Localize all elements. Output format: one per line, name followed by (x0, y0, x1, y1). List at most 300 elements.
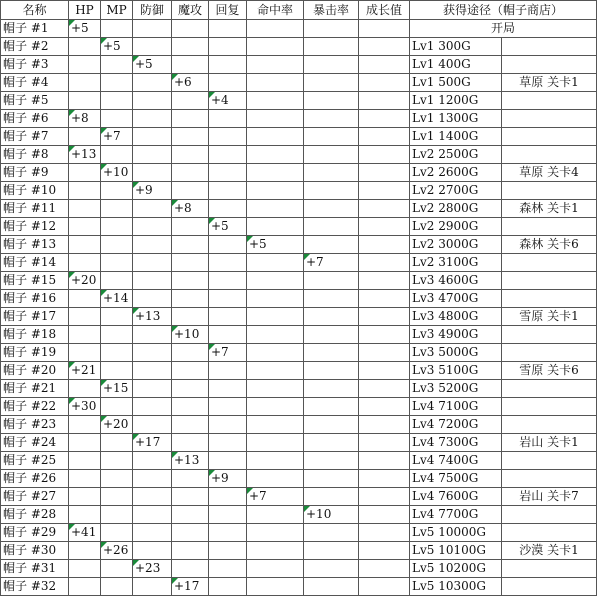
stat-cell-crit-rate[interactable] (304, 236, 359, 254)
stat-cell-accuracy[interactable] (247, 56, 304, 74)
stat-cell-growth[interactable] (359, 452, 410, 470)
stat-cell-recovery[interactable] (209, 146, 247, 164)
shop-cell[interactable]: Lv5 10000G (410, 524, 502, 542)
stat-cell-recovery[interactable] (209, 416, 247, 434)
stat-cell-crit-rate[interactable] (304, 218, 359, 236)
hat-name-cell[interactable]: 帽子 #29 (1, 524, 69, 542)
stat-cell-crit-rate[interactable] (304, 164, 359, 182)
hat-name-cell[interactable]: 帽子 #13 (1, 236, 69, 254)
stat-cell-mp[interactable]: +10 (101, 164, 133, 182)
stat-cell-recovery[interactable] (209, 38, 247, 56)
stat-cell-defense[interactable] (133, 200, 172, 218)
shop-cell[interactable]: Lv3 5200G (410, 380, 502, 398)
shop-cell[interactable]: Lv1 500G (410, 74, 502, 92)
shop-cell[interactable]: Lv1 400G (410, 56, 502, 74)
stat-cell-hp[interactable] (69, 182, 101, 200)
stat-cell-mp[interactable] (101, 434, 133, 452)
stat-cell-magic-attack[interactable]: +13 (172, 452, 209, 470)
stat-cell-growth[interactable] (359, 488, 410, 506)
hat-name-cell[interactable]: 帽子 #15 (1, 272, 69, 290)
stat-cell-hp[interactable] (69, 164, 101, 182)
stat-cell-growth[interactable] (359, 398, 410, 416)
stat-cell-crit-rate[interactable] (304, 362, 359, 380)
location-cell[interactable] (502, 506, 597, 524)
stat-cell-accuracy[interactable] (247, 200, 304, 218)
stat-cell-magic-attack[interactable] (172, 92, 209, 110)
stat-cell-crit-rate[interactable]: +7 (304, 254, 359, 272)
shop-cell[interactable]: Lv4 7600G (410, 488, 502, 506)
stat-cell-magic-attack[interactable] (172, 182, 209, 200)
stat-cell-crit-rate[interactable] (304, 110, 359, 128)
stat-cell-defense[interactable] (133, 254, 172, 272)
hat-name-cell[interactable]: 帽子 #1 (1, 20, 69, 38)
stat-cell-defense[interactable] (133, 272, 172, 290)
stat-cell-hp[interactable] (69, 218, 101, 236)
hat-name-cell[interactable]: 帽子 #16 (1, 290, 69, 308)
stat-cell-growth[interactable] (359, 38, 410, 56)
stat-cell-mp[interactable] (101, 254, 133, 272)
stat-cell-crit-rate[interactable] (304, 56, 359, 74)
hat-name-cell[interactable]: 帽子 #7 (1, 128, 69, 146)
stat-cell-defense[interactable] (133, 542, 172, 560)
stat-cell-recovery[interactable] (209, 452, 247, 470)
stat-cell-magic-attack[interactable] (172, 38, 209, 56)
location-cell[interactable] (502, 272, 597, 290)
stat-cell-crit-rate[interactable] (304, 578, 359, 596)
stat-cell-accuracy[interactable] (247, 308, 304, 326)
stat-cell-growth[interactable] (359, 560, 410, 578)
location-cell[interactable]: 岩山 关卡7 (502, 488, 597, 506)
location-cell[interactable] (502, 128, 597, 146)
stat-cell-accuracy[interactable]: +5 (247, 236, 304, 254)
location-cell[interactable] (502, 380, 597, 398)
stat-cell-defense[interactable] (133, 38, 172, 56)
stat-cell-growth[interactable] (359, 344, 410, 362)
stat-cell-mp[interactable] (101, 524, 133, 542)
location-cell[interactable] (502, 452, 597, 470)
stat-cell-magic-attack[interactable] (172, 20, 209, 38)
stat-cell-hp[interactable]: +20 (69, 272, 101, 290)
hat-name-cell[interactable]: 帽子 #30 (1, 542, 69, 560)
location-cell[interactable]: 雪原 关卡6 (502, 362, 597, 380)
stat-cell-mp[interactable] (101, 92, 133, 110)
shop-cell[interactable]: Lv3 4900G (410, 326, 502, 344)
stat-cell-crit-rate[interactable] (304, 344, 359, 362)
stat-cell-hp[interactable] (69, 470, 101, 488)
stat-cell-defense[interactable] (133, 578, 172, 596)
stat-cell-defense[interactable] (133, 416, 172, 434)
stat-cell-accuracy[interactable] (247, 164, 304, 182)
stat-cell-defense[interactable] (133, 236, 172, 254)
hat-name-cell[interactable]: 帽子 #4 (1, 74, 69, 92)
stat-cell-hp[interactable]: +8 (69, 110, 101, 128)
stat-cell-recovery[interactable] (209, 74, 247, 92)
location-cell[interactable] (502, 146, 597, 164)
stat-cell-hp[interactable] (69, 344, 101, 362)
stat-cell-accuracy[interactable] (247, 254, 304, 272)
stat-cell-defense[interactable] (133, 470, 172, 488)
stat-cell-magic-attack[interactable] (172, 110, 209, 128)
stat-cell-crit-rate[interactable] (304, 416, 359, 434)
hat-name-cell[interactable]: 帽子 #25 (1, 452, 69, 470)
stat-cell-hp[interactable] (69, 308, 101, 326)
stat-cell-magic-attack[interactable] (172, 308, 209, 326)
stat-cell-recovery[interactable]: +7 (209, 344, 247, 362)
hat-name-cell[interactable]: 帽子 #22 (1, 398, 69, 416)
stat-cell-growth[interactable] (359, 200, 410, 218)
stat-cell-mp[interactable] (101, 398, 133, 416)
location-cell[interactable] (502, 218, 597, 236)
stat-cell-crit-rate[interactable] (304, 20, 359, 38)
stat-cell-defense[interactable]: +5 (133, 56, 172, 74)
location-cell[interactable] (502, 398, 597, 416)
hat-name-cell[interactable]: 帽子 #9 (1, 164, 69, 182)
stat-cell-recovery[interactable] (209, 164, 247, 182)
stat-cell-magic-attack[interactable] (172, 254, 209, 272)
shop-cell[interactable]: Lv4 7300G (410, 434, 502, 452)
location-cell[interactable] (502, 524, 597, 542)
location-cell[interactable]: 森林 关卡1 (502, 200, 597, 218)
stat-cell-hp[interactable]: +30 (69, 398, 101, 416)
shop-cell[interactable]: Lv2 2900G (410, 218, 502, 236)
stat-cell-mp[interactable] (101, 344, 133, 362)
hat-name-cell[interactable]: 帽子 #26 (1, 470, 69, 488)
stat-cell-mp[interactable] (101, 452, 133, 470)
hat-name-cell[interactable]: 帽子 #21 (1, 380, 69, 398)
hat-name-cell[interactable]: 帽子 #23 (1, 416, 69, 434)
stat-cell-defense[interactable] (133, 326, 172, 344)
stat-cell-crit-rate[interactable] (304, 452, 359, 470)
stat-cell-hp[interactable] (69, 506, 101, 524)
shop-cell[interactable]: Lv4 7700G (410, 506, 502, 524)
stat-cell-growth[interactable] (359, 164, 410, 182)
stat-cell-growth[interactable] (359, 146, 410, 164)
stat-cell-mp[interactable] (101, 146, 133, 164)
stat-cell-recovery[interactable] (209, 236, 247, 254)
shop-cell[interactable]: Lv3 5100G (410, 362, 502, 380)
stat-cell-recovery[interactable] (209, 326, 247, 344)
stat-cell-mp[interactable] (101, 200, 133, 218)
stat-cell-recovery[interactable] (209, 182, 247, 200)
header-defense[interactable]: 防御 (133, 1, 172, 20)
stat-cell-crit-rate[interactable] (304, 524, 359, 542)
stat-cell-growth[interactable] (359, 470, 410, 488)
stat-cell-magic-attack[interactable] (172, 434, 209, 452)
location-cell[interactable]: 草原 关卡4 (502, 164, 597, 182)
stat-cell-growth[interactable] (359, 56, 410, 74)
header-magic-attack[interactable]: 魔攻 (172, 1, 209, 20)
stat-cell-hp[interactable] (69, 488, 101, 506)
stat-cell-crit-rate[interactable] (304, 290, 359, 308)
stat-cell-accuracy[interactable] (247, 344, 304, 362)
hat-name-cell[interactable]: 帽子 #28 (1, 506, 69, 524)
location-cell[interactable] (502, 560, 597, 578)
stat-cell-accuracy[interactable]: +7 (247, 488, 304, 506)
stat-cell-accuracy[interactable] (247, 146, 304, 164)
hat-name-cell[interactable]: 帽子 #24 (1, 434, 69, 452)
stat-cell-mp[interactable]: +26 (101, 542, 133, 560)
hat-name-cell[interactable]: 帽子 #31 (1, 560, 69, 578)
shop-cell[interactable]: Lv5 10200G (410, 560, 502, 578)
location-cell[interactable] (502, 38, 597, 56)
stat-cell-magic-attack[interactable]: +17 (172, 578, 209, 596)
shop-cell[interactable]: Lv3 5000G (410, 344, 502, 362)
hat-name-cell[interactable]: 帽子 #11 (1, 200, 69, 218)
stat-cell-accuracy[interactable] (247, 290, 304, 308)
stat-cell-growth[interactable] (359, 272, 410, 290)
location-cell[interactable]: 岩山 关卡1 (502, 434, 597, 452)
stat-cell-recovery[interactable] (209, 380, 247, 398)
shop-cell[interactable]: Lv1 300G (410, 38, 502, 56)
stat-cell-accuracy[interactable] (247, 398, 304, 416)
stat-cell-hp[interactable] (69, 560, 101, 578)
stat-cell-magic-attack[interactable] (172, 380, 209, 398)
stat-cell-accuracy[interactable] (247, 362, 304, 380)
stat-cell-hp[interactable] (69, 56, 101, 74)
stat-cell-growth[interactable] (359, 110, 410, 128)
location-cell[interactable]: 草原 关卡1 (502, 74, 597, 92)
stat-cell-defense[interactable] (133, 74, 172, 92)
stat-cell-magic-attack[interactable]: +6 (172, 74, 209, 92)
stat-cell-mp[interactable]: +5 (101, 38, 133, 56)
stat-cell-crit-rate[interactable] (304, 398, 359, 416)
stat-cell-recovery[interactable] (209, 398, 247, 416)
stat-cell-mp[interactable] (101, 326, 133, 344)
stat-cell-defense[interactable] (133, 128, 172, 146)
stat-cell-defense[interactable] (133, 146, 172, 164)
stat-cell-recovery[interactable]: +9 (209, 470, 247, 488)
stat-cell-growth[interactable] (359, 326, 410, 344)
stat-cell-accuracy[interactable] (247, 110, 304, 128)
location-cell[interactable] (502, 578, 597, 596)
stat-cell-recovery[interactable] (209, 524, 247, 542)
shop-cell[interactable]: Lv3 4600G (410, 272, 502, 290)
stat-cell-recovery[interactable] (209, 20, 247, 38)
stat-cell-mp[interactable] (101, 236, 133, 254)
stat-cell-mp[interactable] (101, 470, 133, 488)
stat-cell-hp[interactable] (69, 236, 101, 254)
stat-cell-magic-attack[interactable] (172, 362, 209, 380)
hat-name-cell[interactable]: 帽子 #12 (1, 218, 69, 236)
stat-cell-magic-attack[interactable] (172, 272, 209, 290)
stat-cell-growth[interactable] (359, 416, 410, 434)
stat-cell-crit-rate[interactable] (304, 542, 359, 560)
location-cell[interactable] (502, 344, 597, 362)
stat-cell-recovery[interactable] (209, 542, 247, 560)
stat-cell-growth[interactable] (359, 524, 410, 542)
stat-cell-hp[interactable] (69, 200, 101, 218)
stat-cell-magic-attack[interactable] (172, 542, 209, 560)
stat-cell-defense[interactable] (133, 362, 172, 380)
stat-cell-hp[interactable] (69, 326, 101, 344)
stat-cell-magic-attack[interactable] (172, 398, 209, 416)
stat-cell-accuracy[interactable] (247, 560, 304, 578)
stat-cell-defense[interactable] (133, 110, 172, 128)
stat-cell-accuracy[interactable] (247, 92, 304, 110)
stat-cell-crit-rate[interactable] (304, 272, 359, 290)
stat-cell-growth[interactable] (359, 290, 410, 308)
stat-cell-growth[interactable] (359, 542, 410, 560)
stat-cell-recovery[interactable] (209, 560, 247, 578)
stat-cell-crit-rate[interactable] (304, 74, 359, 92)
hat-name-cell[interactable]: 帽子 #18 (1, 326, 69, 344)
shop-cell[interactable]: Lv2 2800G (410, 200, 502, 218)
stat-cell-defense[interactable] (133, 164, 172, 182)
hat-name-cell[interactable]: 帽子 #3 (1, 56, 69, 74)
stat-cell-magic-attack[interactable] (172, 236, 209, 254)
shop-cell[interactable]: Lv2 2500G (410, 146, 502, 164)
stat-cell-mp[interactable] (101, 182, 133, 200)
stat-cell-defense[interactable]: +13 (133, 308, 172, 326)
stat-cell-growth[interactable] (359, 92, 410, 110)
stat-cell-crit-rate[interactable] (304, 92, 359, 110)
stat-cell-mp[interactable]: +14 (101, 290, 133, 308)
hat-name-cell[interactable]: 帽子 #8 (1, 146, 69, 164)
stat-cell-hp[interactable] (69, 542, 101, 560)
header-source[interactable]: 获得途径（帽子商店） (410, 1, 597, 20)
stat-cell-growth[interactable] (359, 506, 410, 524)
shop-cell[interactable]: Lv4 7100G (410, 398, 502, 416)
stat-cell-mp[interactable] (101, 218, 133, 236)
shop-cell[interactable]: Lv5 10100G (410, 542, 502, 560)
stat-cell-crit-rate[interactable] (304, 380, 359, 398)
stat-cell-hp[interactable] (69, 38, 101, 56)
stat-cell-defense[interactable] (133, 398, 172, 416)
stat-cell-mp[interactable] (101, 20, 133, 38)
stat-cell-growth[interactable] (359, 362, 410, 380)
stat-cell-magic-attack[interactable] (172, 164, 209, 182)
stat-cell-mp[interactable]: +15 (101, 380, 133, 398)
stat-cell-defense[interactable]: +9 (133, 182, 172, 200)
stat-cell-recovery[interactable] (209, 434, 247, 452)
hat-name-cell[interactable]: 帽子 #20 (1, 362, 69, 380)
stat-cell-mp[interactable] (101, 56, 133, 74)
header-recovery[interactable]: 回复 (209, 1, 247, 20)
stat-cell-crit-rate[interactable] (304, 326, 359, 344)
stat-cell-defense[interactable] (133, 344, 172, 362)
stat-cell-defense[interactable] (133, 506, 172, 524)
stat-cell-crit-rate[interactable] (304, 200, 359, 218)
stat-cell-accuracy[interactable] (247, 272, 304, 290)
stat-cell-accuracy[interactable] (247, 524, 304, 542)
header-growth[interactable]: 成长值 (359, 1, 410, 20)
stat-cell-crit-rate[interactable] (304, 128, 359, 146)
stat-cell-magic-attack[interactable] (172, 416, 209, 434)
stat-cell-crit-rate[interactable] (304, 146, 359, 164)
stat-cell-hp[interactable] (69, 434, 101, 452)
stat-cell-crit-rate[interactable]: +10 (304, 506, 359, 524)
stat-cell-accuracy[interactable] (247, 380, 304, 398)
stat-cell-magic-attack[interactable] (172, 488, 209, 506)
stat-cell-mp[interactable] (101, 560, 133, 578)
stat-cell-mp[interactable] (101, 578, 133, 596)
stat-cell-growth[interactable] (359, 74, 410, 92)
stat-cell-accuracy[interactable] (247, 128, 304, 146)
stat-cell-crit-rate[interactable] (304, 38, 359, 56)
stat-cell-magic-attack[interactable]: +10 (172, 326, 209, 344)
stat-cell-growth[interactable] (359, 218, 410, 236)
stat-cell-recovery[interactable] (209, 308, 247, 326)
shop-cell[interactable]: Lv3 4800G (410, 308, 502, 326)
stat-cell-recovery[interactable] (209, 200, 247, 218)
stat-cell-mp[interactable] (101, 506, 133, 524)
stat-cell-crit-rate[interactable] (304, 308, 359, 326)
stat-cell-accuracy[interactable] (247, 470, 304, 488)
header-mp[interactable]: MP (101, 1, 133, 20)
header-name[interactable]: 名称 (1, 1, 69, 20)
stat-cell-hp[interactable] (69, 254, 101, 272)
header-accuracy[interactable]: 命中率 (247, 1, 304, 20)
stat-cell-hp[interactable]: +41 (69, 524, 101, 542)
stat-cell-accuracy[interactable] (247, 416, 304, 434)
stat-cell-accuracy[interactable] (247, 542, 304, 560)
stat-cell-magic-attack[interactable] (172, 524, 209, 542)
stat-cell-recovery[interactable] (209, 488, 247, 506)
stat-cell-recovery[interactable] (209, 128, 247, 146)
header-crit-rate[interactable]: 暴击率 (304, 1, 359, 20)
hat-name-cell[interactable]: 帽子 #14 (1, 254, 69, 272)
location-cell[interactable] (502, 254, 597, 272)
hat-name-cell[interactable]: 帽子 #10 (1, 182, 69, 200)
stat-cell-defense[interactable] (133, 488, 172, 506)
location-cell[interactable] (502, 416, 597, 434)
shop-cell[interactable]: Lv1 1300G (410, 110, 502, 128)
stat-cell-defense[interactable] (133, 218, 172, 236)
stat-cell-growth[interactable] (359, 578, 410, 596)
stat-cell-magic-attack[interactable] (172, 344, 209, 362)
hat-name-cell[interactable]: 帽子 #5 (1, 92, 69, 110)
stat-cell-recovery[interactable]: +4 (209, 92, 247, 110)
stat-cell-magic-attack[interactable] (172, 56, 209, 74)
shop-cell[interactable]: Lv4 7200G (410, 416, 502, 434)
stat-cell-growth[interactable] (359, 182, 410, 200)
stat-cell-accuracy[interactable] (247, 578, 304, 596)
stat-cell-recovery[interactable] (209, 578, 247, 596)
hat-name-cell[interactable]: 帽子 #19 (1, 344, 69, 362)
stat-cell-crit-rate[interactable] (304, 182, 359, 200)
location-cell[interactable] (502, 290, 597, 308)
stat-cell-mp[interactable]: +7 (101, 128, 133, 146)
stat-cell-defense[interactable]: +23 (133, 560, 172, 578)
hat-name-cell[interactable]: 帽子 #2 (1, 38, 69, 56)
stat-cell-mp[interactable] (101, 362, 133, 380)
stat-cell-mp[interactable]: +20 (101, 416, 133, 434)
stat-cell-mp[interactable] (101, 110, 133, 128)
stat-cell-crit-rate[interactable] (304, 560, 359, 578)
location-cell[interactable] (502, 92, 597, 110)
stat-cell-accuracy[interactable] (247, 434, 304, 452)
hat-name-cell[interactable]: 帽子 #32 (1, 578, 69, 596)
stat-cell-recovery[interactable] (209, 362, 247, 380)
stat-cell-hp[interactable] (69, 416, 101, 434)
shop-cell[interactable]: Lv1 1400G (410, 128, 502, 146)
stat-cell-recovery[interactable] (209, 506, 247, 524)
location-cell[interactable] (502, 470, 597, 488)
stat-cell-magic-attack[interactable] (172, 506, 209, 524)
stat-cell-accuracy[interactable] (247, 38, 304, 56)
shop-cell[interactable]: Lv4 7500G (410, 470, 502, 488)
stat-cell-accuracy[interactable] (247, 326, 304, 344)
stat-cell-hp[interactable] (69, 380, 101, 398)
location-cell[interactable]: 森林 关卡6 (502, 236, 597, 254)
shop-cell[interactable]: Lv2 2600G (410, 164, 502, 182)
location-cell[interactable] (502, 56, 597, 74)
stat-cell-hp[interactable] (69, 92, 101, 110)
stat-cell-mp[interactable] (101, 272, 133, 290)
stat-cell-mp[interactable] (101, 74, 133, 92)
stat-cell-magic-attack[interactable] (172, 470, 209, 488)
stat-cell-recovery[interactable] (209, 254, 247, 272)
